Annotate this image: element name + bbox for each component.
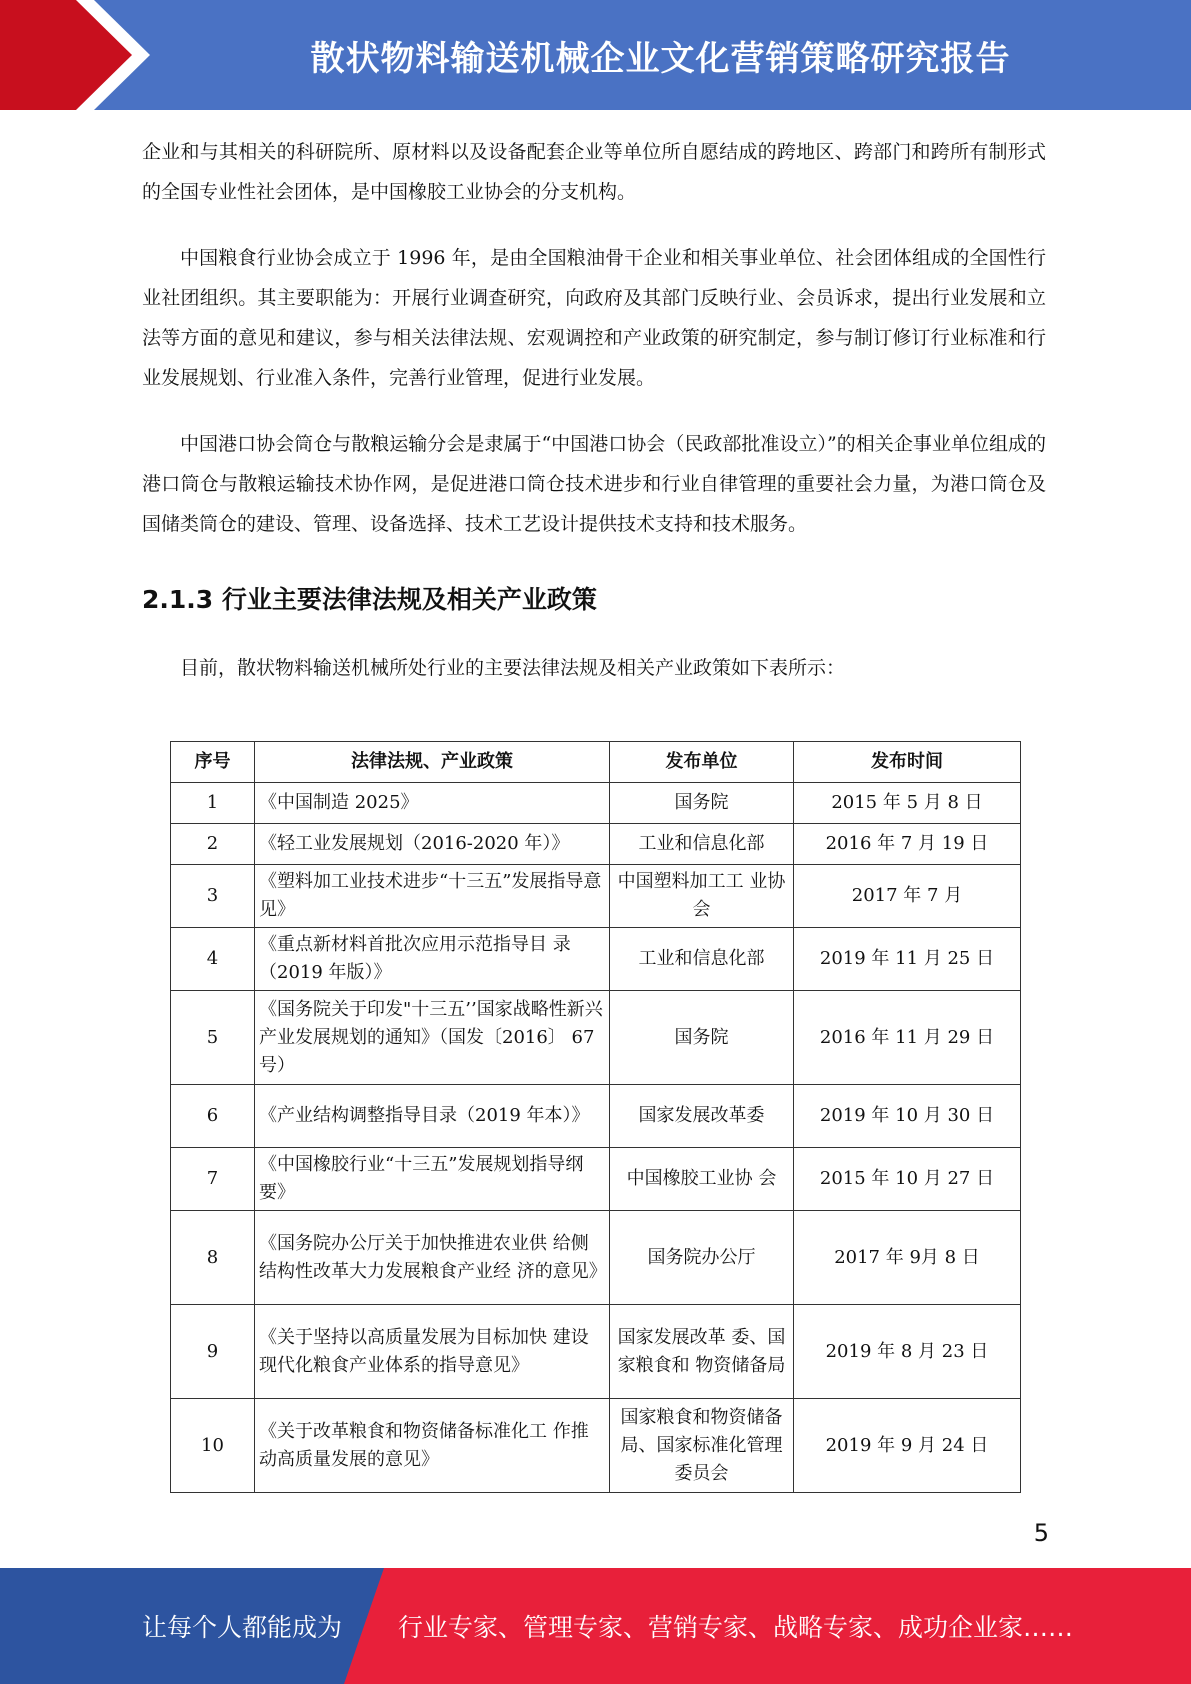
cell-policy: 《国务院关于印发"十三五’’国家战略性新兴产业发展规划的通知》（国发〔2016〕 67 号） — [255, 991, 610, 1085]
table-row — [171, 865, 1021, 928]
cell-no: 9 — [171, 1305, 255, 1399]
cell-policy: 《关于坚持以高质量发展为目标加快 建设现代化粮食产业体系的指导意见》 — [255, 1305, 610, 1399]
cell-date: 2019 年 10 月 30 日 — [794, 1085, 1021, 1148]
cell-issuer: 国务院办公厅 — [610, 1211, 794, 1305]
cell-issuer: 国务院 — [610, 783, 794, 824]
cell-no: 6 — [171, 1085, 255, 1148]
table-header-row — [171, 742, 1021, 783]
cell-no: 5 — [171, 991, 255, 1085]
paragraph-port-association: 中国港口协会筒仓与散粮运输分会是隶属于“中国港口协会（民政部批准设立）”的相关企事业单位组成的港口筒仓与散粮运输技术协作网，是促进港口筒仓技术进步和行业自律管理的重要社会力量，为港口筒仓及国储类筒仓的建设、管理、设备选择、技术工艺设计提供技术支持和技术服务。 — [142, 433, 1046, 535]
page-content — [142, 132, 1046, 688]
cell-issuer: 国家发展改革 委、国家粮食和 物资储备局 — [610, 1305, 794, 1399]
header-date: 发布时间 — [794, 742, 1021, 783]
report-title: 散状物料输送机械企业文化营销策略研究报告 — [310, 38, 1011, 79]
cell-date: 2015 年 10 月 27 日 — [794, 1148, 1021, 1211]
cell-date: 2016 年 11 月 29 日 — [794, 991, 1021, 1085]
footer-slogan-left: 让每个人都能成为 — [142, 1613, 343, 1642]
table-row — [171, 991, 1021, 1085]
cell-issuer: 国务院 — [610, 991, 794, 1085]
table-row — [171, 824, 1021, 865]
cell-issuer: 国家发展改革委 — [610, 1085, 794, 1148]
cell-issuer: 中国塑料加工工 业协会 — [610, 865, 794, 928]
cell-policy: 《产业结构调整指导目录（2019 年本）》 — [255, 1085, 610, 1148]
header-issuer: 发布单位 — [610, 742, 794, 783]
table-row — [171, 1399, 1021, 1493]
cell-no: 4 — [171, 928, 255, 991]
cell-policy: 《中国制造 2025》 — [255, 783, 610, 824]
cell-policy: 《关于改革粮食和物资储备标准化工 作推动高质量发展的意见》 — [255, 1399, 610, 1493]
header-chevron-decoration — [0, 0, 160, 110]
table-intro: 目前，散状物料输送机械所处行业的主要法律法规及相关产业政策如下表所示： — [180, 657, 846, 679]
cell-policy: 《塑料加工业技术进步“十三五”发展指导意见》 — [255, 865, 610, 928]
table-row — [171, 928, 1021, 991]
cell-issuer: 国家粮食和物资储备局、国家标准化管理委员会 — [610, 1399, 794, 1493]
cell-no: 2 — [171, 824, 255, 865]
cell-issuer: 工业和信息化部 — [610, 824, 794, 865]
cell-no: 10 — [171, 1399, 255, 1493]
page-header — [0, 0, 1191, 110]
cell-date: 2017 年 9月 8 日 — [794, 1211, 1021, 1305]
paragraph-grain-association: 中国粮食行业协会成立于 1996 年，是由全国粮油骨干企业和相关事业单位、社会团体组成的全国性行业社团组织。其主要职能为：开展行业调查研究，向政府及其部门反映行业、会员诉求，提出行业发展和立法等方面的意见和建议，参与相关法律法规、宏观调控和产业政策的研究制定，参与制订修订行业标准和行业发展规划、行业准入条件，完善行业管理，促进行业发展。 — [142, 247, 1046, 389]
cell-policy: 《轻工业发展规划（2016-2020 年）》 — [255, 824, 610, 865]
cell-policy: 《中国橡胶行业“十三五”发展规划指导纲要》 — [255, 1148, 610, 1211]
page-number: 5 — [1033, 1519, 1049, 1547]
cell-date: 2017 年 7 月 — [794, 865, 1021, 928]
cell-policy: 《重点新材料首批次应用示范指导目 录（2019 年版）》 — [255, 928, 610, 991]
cell-date: 2019 年 9 月 24 日 — [794, 1399, 1021, 1493]
table-row — [171, 1305, 1021, 1399]
cell-no: 8 — [171, 1211, 255, 1305]
header-policy: 法律法规、产业政策 — [255, 742, 610, 783]
table-row — [171, 1148, 1021, 1211]
cell-policy: 《国务院办公厅关于加快推进农业供 给侧结构性改革大力发展粮食产业经 济的意见》 — [255, 1211, 610, 1305]
cell-no: 7 — [171, 1148, 255, 1211]
cell-no: 1 — [171, 783, 255, 824]
cell-date: 2019 年 11 月 25 日 — [794, 928, 1021, 991]
cell-no: 3 — [171, 865, 255, 928]
cell-date: 2016 年 7 月 19 日 — [794, 824, 1021, 865]
page-footer — [0, 1568, 1191, 1684]
cell-issuer: 工业和信息化部 — [610, 928, 794, 991]
cell-date: 2019 年 8 月 23 日 — [794, 1305, 1021, 1399]
cell-issuer: 中国橡胶工业协 会 — [610, 1148, 794, 1211]
table-row — [171, 1211, 1021, 1305]
paragraph-continuation: 企业和与其相关的科研院所、原材料以及设备配套企业等单位所自愿结成的跨地区、跨部门和跨所有制形式的全国专业性社会团体，是中国橡胶工业协会的分支机构。 — [142, 141, 1046, 203]
table-row — [171, 783, 1021, 824]
table-row — [171, 1085, 1021, 1148]
section-heading: 2.1.3 行业主要法律法规及相关产业政策 — [142, 585, 597, 614]
footer-slogan-right: 行业专家、管理专家、营销专家、战略专家、成功企业家…… — [398, 1613, 1074, 1642]
header-no: 序号 — [171, 742, 255, 783]
policy-table — [170, 741, 1021, 1493]
cell-date: 2015 年 5 月 8 日 — [794, 783, 1021, 824]
